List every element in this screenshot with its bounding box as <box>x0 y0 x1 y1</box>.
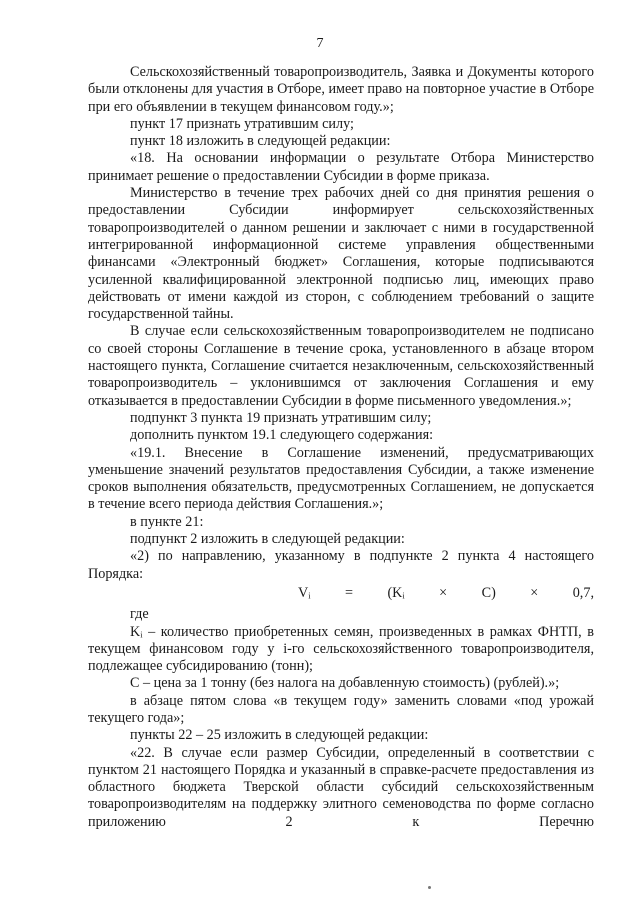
paragraph: в пункте 21: <box>130 513 204 530</box>
document-body <box>88 64 594 831</box>
paragraph: С – цена за 1 тонну (без налога на добавленную стоимость) (рублей).»; <box>130 675 560 692</box>
paragraph: подпункт 2 изложить в следующей редакции: <box>130 531 405 548</box>
page-number: 7 <box>316 36 324 51</box>
paragraph: «22. В случае если размер Субсидии, определенный в соответствии с пунктом 21 настоящего Порядка и указанный в справке-расчете предоставления из областного бюджета Тверской области субсидий сельскохозяйственным товаропроизводителям на поддержку элитного семеноводства по форме согласно приложению 2 к Перечню <box>88 744 594 830</box>
scan-artifact <box>428 886 431 889</box>
paragraph: пункты 22 – 25 изложить в следующей редакции: <box>130 727 429 744</box>
paragraph: «2) по направлению, указанному в подпункте 2 пункта 4 настоящего Порядка: <box>88 548 594 582</box>
paragraph: Министерство в течение трех рабочих дней со дня принятия решения о предоставлении Субсидии информирует сельскохозяйственных товаропроизводителей о данном решении и заключает с ними в государственной интегрированной информационной системе управления общественными финансами «Электронный бюджет» Соглашения, которые подписываются усиленной квалифицированной электронной подписью лиц, имеющих право действовать от имени каждой из сторон, с соблюдением требований о защите государственной тайны. <box>88 185 594 323</box>
paragraph: Kᵢ – количество приобретенных семян, произведенных в рамках ФНТП, в текущем финансовом году у i-го сельскохозяйственного товаропроизводителя, подлежащее субсидированию (тонн); <box>88 623 594 675</box>
paragraph: подпункт 3 пункта 19 признать утратившим силу; <box>130 409 432 426</box>
paragraph: «19.1. Внесение в Соглашение изменений, предусматривающих уменьшение значений результатов предоставления Субсидии, а также изменение сроков выполнения обязательств, предусмотренных Соглашением, не допускается в течение всего периода действия Соглашения.»; <box>88 444 594 513</box>
paragraph: пункт 17 признать утратившим силу; <box>130 115 354 132</box>
paragraph: в абзаце пятом слова «в текущем году» заменить словами «под урожай текущего года»; <box>88 692 594 726</box>
paragraph: дополнить пунктом 19.1 следующего содержания: <box>130 427 434 444</box>
paragraph: пункт 18 изложить в следующей редакции: <box>130 133 391 150</box>
paragraph: «18. На основании информации о результате Отбора Министерство принимает решение о предоставлении Субсидии в форме приказа. <box>88 150 594 184</box>
paragraph: Сельскохозяйственный товаропроизводитель, Заявка и Документы которого были отклонены для участия в Отборе, имеет право на повторное участие в Отборе при его объявлении в текущем финансовом году.»; <box>88 64 594 115</box>
formula: Vᵢ = (Kᵢ × C) × 0,7, <box>298 584 594 601</box>
paragraph: В случае если сельскохозяйственным товаропроизводителем не подписано со своей стороны Соглашение в течение срока, установленного в абзаце втором настоящего пункта, Соглашение считается незаключенным, сельскохозяйственный товаропроизводитель – уклонившимся от заключения Соглашения и ему отказывается в предоставлении Субсидии в форме письменного уведомления.»; <box>88 323 594 409</box>
paragraph: где <box>130 606 149 623</box>
